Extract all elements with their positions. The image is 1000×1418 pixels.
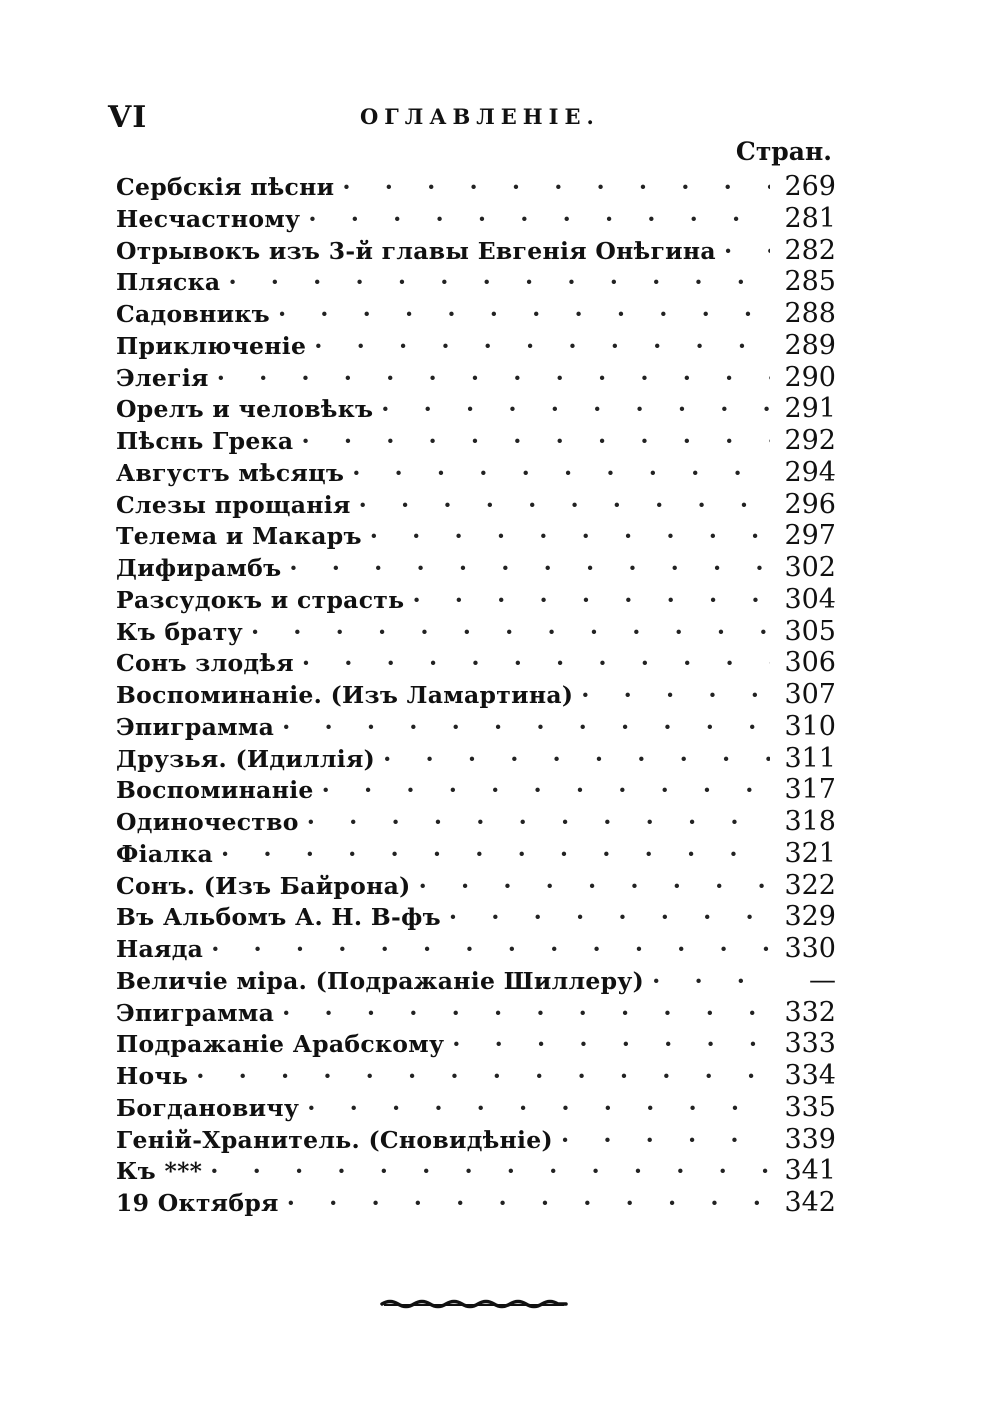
toc-entry-title: Пляска [116,268,221,297]
toc-entry-title: Наяда [116,935,204,963]
toc-entry [116,1155,836,1187]
running-head-title: ОГЛАВЛЕНІЕ. [360,104,600,129]
toc-entry-title: Эпиграмма [116,712,275,741]
toc-entry-title: Сонъ. (Изъ Байрона) [116,871,411,900]
toc-entry-page: 321 [784,837,836,869]
toc-entry-title: Пѣснь Грека [116,427,294,455]
toc-entry-title: Садовникъ [116,300,270,328]
toc-entry-title: Къ брату [116,617,243,646]
leader-dots [196,1061,770,1093]
toc-entry [116,1187,836,1219]
leader-dots [287,1188,770,1220]
toc-entry-page: 330 [784,933,836,964]
leader-dots [221,839,770,871]
leader-dots [307,807,770,839]
leader-dots [228,267,770,299]
toc-entry-page: 304 [784,583,836,615]
table-of-contents [116,171,836,1219]
toc-entry-title: Эпиграмма [116,998,275,1027]
leader-dots [251,617,770,649]
toc-entry [116,362,836,394]
leader-dots [314,331,770,363]
page-number: VI [108,100,148,135]
toc-entry [116,203,836,235]
toc-entry [116,616,836,648]
end-ornament-rule [380,1299,568,1309]
toc-entry-page: 322 [784,869,836,901]
toc-entry-title: Августъ мѣсяцъ [116,458,345,487]
leader-dots [282,712,770,744]
toc-entry-title: Подражаніе Арабскому [116,1030,445,1059]
toc-entry [116,1060,836,1092]
toc-entry-page: 302 [784,552,836,583]
toc-entry-page: 310 [784,710,836,742]
toc-entry [116,235,836,267]
leader-dots [282,998,770,1030]
leader-dots [342,172,770,204]
toc-entry [116,520,836,552]
toc-entry-title: Воспоминаніе [116,776,314,805]
toc-entry [116,838,836,870]
toc-entry-page: 307 [784,679,836,710]
toc-entry-page: 292 [784,425,836,456]
toc-entry [116,298,836,330]
leader-dots [289,553,770,585]
toc-entry [116,584,836,616]
toc-entry-page: 311 [784,742,836,774]
leader-dots [278,299,770,331]
toc-entry-page: — [809,964,836,996]
toc-entry-page: 329 [784,901,836,933]
toc-entry-title: Несчастному [116,204,301,233]
leader-dots [381,394,770,426]
leader-dots [352,458,770,490]
toc-entry-page: 317 [784,774,836,806]
toc-entry-page: 288 [784,298,836,329]
toc-entry [116,965,836,997]
toc-entry-title: Одиночество [116,808,299,836]
toc-entry-page: 333 [784,1028,836,1060]
toc-entry-page: 342 [784,1187,836,1218]
leader-dots [359,490,770,522]
toc-entry-page: 334 [784,1060,836,1091]
toc-entry [116,679,836,711]
leader-dots [449,902,770,934]
leader-dots [412,585,770,617]
toc-entry-title: Геній-Хранитель. (Сновидѣніе) [116,1125,553,1154]
toc-entry [116,933,836,965]
toc-entry-title: Богдановичу [116,1093,300,1122]
toc-entry [116,870,836,902]
toc-entry [116,393,836,425]
toc-entry-title: Ночь [116,1062,189,1090]
toc-entry-title: Орелъ и человѣкъ [116,395,374,424]
toc-entry [116,647,836,679]
leader-dots [383,744,770,776]
leader-dots [370,521,770,553]
toc-entry [116,171,836,203]
toc-entry-title: Дифирамбъ [116,554,282,582]
toc-entry-title: Телема и Макаръ [116,522,362,551]
leader-dots [561,1125,770,1157]
leader-dots [210,1156,770,1188]
toc-entry [116,997,836,1029]
toc-entry-title: Отрывокъ изъ 3-й главы Евгенія Онѣгина [116,236,716,265]
toc-entry [116,774,836,806]
toc-entry-page: 297 [784,520,836,552]
toc-entry-page: 289 [784,329,836,361]
toc-entry-page: 296 [784,488,836,520]
leader-dots [308,204,770,236]
toc-entry-page: 269 [784,171,836,202]
toc-entry-title: Къ *** [116,1157,203,1186]
toc-entry-title: 19 Октября [116,1189,279,1217]
toc-entry-title: Элегія [116,363,209,392]
toc-entry [116,806,836,838]
toc-entry [116,743,836,775]
page-column-heading: Стран. [735,137,832,166]
toc-entry-page: 285 [784,266,836,298]
toc-entry-page: 306 [784,647,836,679]
toc-entry-title: Сонъ злодѣя [116,649,294,678]
toc-entry-title: Величіе міра. (Подражаніе Шиллеру) [116,966,645,995]
toc-entry-title: Слезы прощанія [116,490,351,519]
toc-entry [116,457,836,489]
toc-entry-page: 282 [784,234,836,266]
toc-entry-page: 294 [784,456,836,488]
leader-dots [724,236,770,268]
toc-entry [116,266,836,298]
leader-dots [652,966,770,998]
toc-entry-page: 305 [784,615,836,647]
toc-entry-title: Приключеніе [116,331,307,360]
leader-dots [211,934,770,966]
toc-entry-page: 335 [784,1091,836,1123]
toc-entry [116,1124,836,1156]
toc-entry-title: Фіалка [116,839,214,868]
leader-dots [302,648,770,680]
leader-dots [301,426,770,458]
toc-entry-title: Въ Альбомъ А. Н. В-фъ [116,903,441,932]
leader-dots [217,363,770,395]
toc-entry-title: Воспоминаніе. (Изъ Ламартина) [116,681,574,709]
toc-entry-page: 318 [784,806,836,837]
leader-dots [419,871,770,903]
toc-entry-page: 290 [784,361,836,393]
leader-dots [322,775,770,807]
toc-entry-page: 339 [784,1123,836,1155]
toc-entry [116,901,836,933]
toc-entry [116,425,836,457]
toc-entry [116,1028,836,1060]
toc-entry-page: 281 [784,202,836,234]
toc-entry [116,552,836,584]
toc-entry-page: 291 [784,393,836,425]
toc-entry [116,330,836,362]
leader-dots [581,680,770,712]
toc-entry-page: 341 [784,1155,836,1187]
toc-entry [116,1092,836,1124]
toc-entry-title: Разсудокъ и страсть [116,585,405,614]
toc-entry-title: Друзья. (Идиллія) [116,744,376,773]
toc-entry-page: 332 [784,996,836,1028]
leader-dots [307,1093,770,1125]
toc-entry [116,489,836,521]
toc-entry [116,711,836,743]
leader-dots [452,1029,770,1061]
toc-entry-title: Сербскія пѣсни [116,173,335,201]
